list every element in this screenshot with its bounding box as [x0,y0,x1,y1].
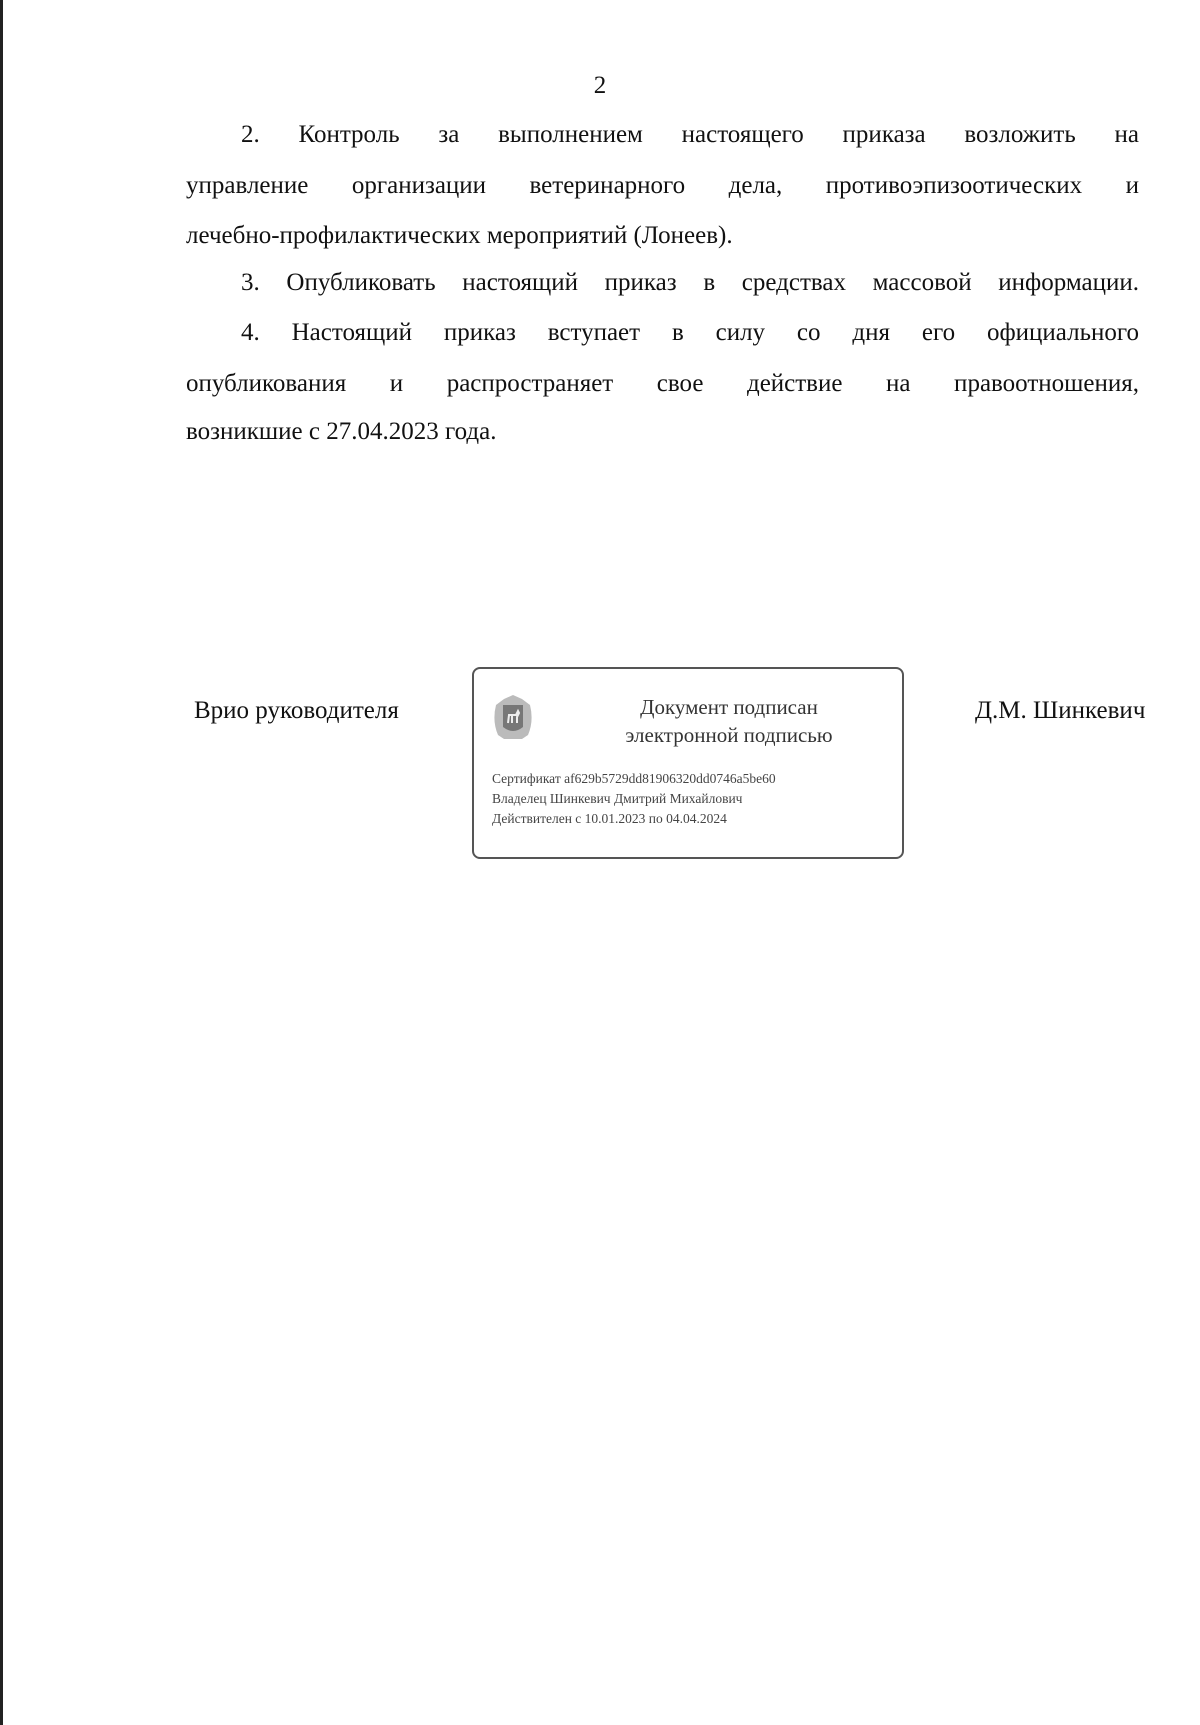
paragraph-line: управление организации ветеринарного дела, противоэпизоотических и [186,172,1139,199]
paragraph-line: лечебно-профилактических мероприятий (Лонеев). [186,222,733,249]
paragraph-line: 4. Настоящий приказ вступает в силу со дня его официального [241,319,1139,346]
stamp-certificate: Сертификат af629b5729dd81906320dd0746a5be60 [492,771,776,786]
paragraph-line: опубликования и распространяет свое действие на правоотношения, [186,370,1139,397]
stamp-owner: Владелец Шинкевич Дмитрий Михайлович [492,791,743,806]
paragraph-line: возникшие с 27.04.2023 года. [186,418,497,445]
paragraph-line: 2. Контроль за выполнением настоящего приказа возложить на [241,121,1139,148]
scan-edge [0,0,3,1725]
paragraph-line: 3. Опубликовать настоящий приказ в средствах массовой информации. [241,269,1139,296]
page-number: 2 [593,72,607,99]
stamp-title-1: Документ подписан [640,695,818,719]
stamp-title-2: электронной подписью [625,723,833,747]
signer-name: Д.М. Шинкевич [975,697,1146,724]
signer-role: Врио руководителя [194,697,399,724]
stamp-validity: Действителен с 10.01.2023 по 04.04.2024 [492,811,727,826]
coat-of-arms-icon [492,691,534,743]
electronic-signature-stamp [472,667,904,859]
